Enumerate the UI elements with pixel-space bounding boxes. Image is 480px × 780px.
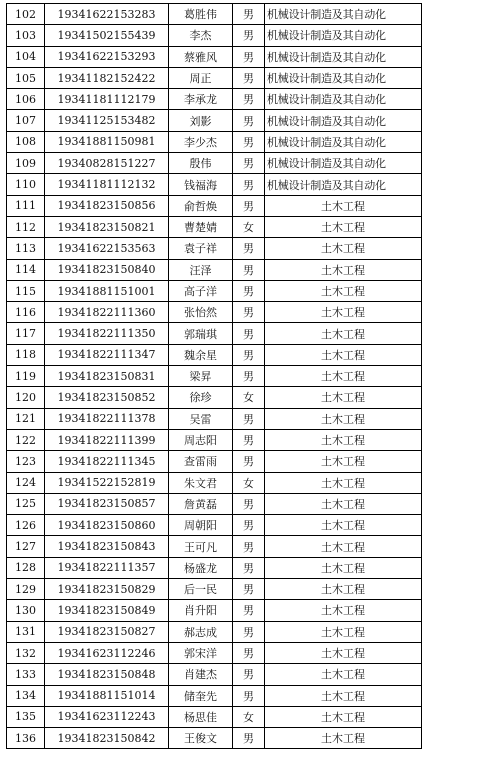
student-gender: 男 [233, 685, 265, 706]
student-major: 土木工程 [265, 493, 422, 514]
student-gender: 男 [233, 344, 265, 365]
student-name: 詹黄磊 [169, 493, 233, 514]
row-number: 105 [7, 67, 45, 88]
student-id: 19341822111347 [45, 344, 169, 365]
student-name: 杨盛龙 [169, 557, 233, 578]
student-major: 土木工程 [265, 216, 422, 237]
student-major: 土木工程 [265, 366, 422, 387]
table-row [7, 429, 422, 450]
student-gender: 男 [233, 25, 265, 46]
student-gender: 男 [233, 195, 265, 216]
student-id: 19341881150981 [45, 131, 169, 152]
student-id: 19341823150852 [45, 387, 169, 408]
table-row [7, 706, 422, 727]
student-id: 19341823150829 [45, 579, 169, 600]
row-number: 118 [7, 344, 45, 365]
table-row [7, 323, 422, 344]
student-gender: 男 [233, 366, 265, 387]
row-number: 113 [7, 238, 45, 259]
table-row [7, 4, 422, 25]
student-roster-table [6, 3, 422, 749]
student-id: 19341502155439 [45, 25, 169, 46]
table-row [7, 46, 422, 67]
student-major: 土木工程 [265, 429, 422, 450]
row-number: 116 [7, 302, 45, 323]
row-number: 136 [7, 728, 45, 749]
student-name: 殷伟 [169, 153, 233, 174]
student-gender: 男 [233, 67, 265, 88]
student-major: 土木工程 [265, 579, 422, 600]
student-id: 19341623112246 [45, 642, 169, 663]
student-id: 19341181112179 [45, 89, 169, 110]
student-id: 19341125153482 [45, 110, 169, 131]
student-gender: 男 [233, 536, 265, 557]
row-number: 131 [7, 621, 45, 642]
student-name: 蔡雅风 [169, 46, 233, 67]
student-name: 肖建杰 [169, 664, 233, 685]
table-row [7, 387, 422, 408]
student-major: 土木工程 [265, 344, 422, 365]
student-gender: 男 [233, 238, 265, 259]
student-name: 周正 [169, 67, 233, 88]
student-gender: 男 [233, 110, 265, 131]
student-name: 徐珍 [169, 387, 233, 408]
student-gender: 男 [233, 515, 265, 536]
row-number: 107 [7, 110, 45, 131]
roster-body [7, 4, 422, 749]
row-number: 112 [7, 216, 45, 237]
row-number: 135 [7, 706, 45, 727]
student-major: 土木工程 [265, 195, 422, 216]
student-id: 19341622153283 [45, 4, 169, 25]
student-name: 钱福海 [169, 174, 233, 195]
student-id: 19341822111360 [45, 302, 169, 323]
student-major: 土木工程 [265, 302, 422, 323]
table-row [7, 728, 422, 749]
row-number: 120 [7, 387, 45, 408]
student-name: 李少杰 [169, 131, 233, 152]
student-id: 19341823150821 [45, 216, 169, 237]
row-number: 103 [7, 25, 45, 46]
student-major: 土木工程 [265, 472, 422, 493]
student-major: 土木工程 [265, 557, 422, 578]
student-major: 土木工程 [265, 685, 422, 706]
student-id: 19341622153563 [45, 238, 169, 259]
student-gender: 男 [233, 89, 265, 110]
table-row [7, 238, 422, 259]
table-row [7, 600, 422, 621]
table-row [7, 664, 422, 685]
student-gender: 男 [233, 600, 265, 621]
student-id: 19341823150849 [45, 600, 169, 621]
student-id: 19340828151227 [45, 153, 169, 174]
table-row [7, 642, 422, 663]
table-row [7, 366, 422, 387]
student-name: 李承龙 [169, 89, 233, 110]
student-major: 土木工程 [265, 280, 422, 301]
student-id: 19341823150860 [45, 515, 169, 536]
student-major: 机械设计制造及其自动化 [265, 25, 422, 46]
row-number: 127 [7, 536, 45, 557]
student-gender: 男 [233, 46, 265, 67]
student-name: 汪泽 [169, 259, 233, 280]
student-name: 储奎先 [169, 685, 233, 706]
student-name: 魏余星 [169, 344, 233, 365]
student-name: 李杰 [169, 25, 233, 46]
student-id: 19341623112243 [45, 706, 169, 727]
table-row [7, 536, 422, 557]
row-number: 123 [7, 451, 45, 472]
student-name: 郭宋洋 [169, 642, 233, 663]
student-gender: 男 [233, 493, 265, 514]
row-number: 117 [7, 323, 45, 344]
student-name: 高子洋 [169, 280, 233, 301]
table-row [7, 195, 422, 216]
table-row [7, 174, 422, 195]
student-gender: 男 [233, 259, 265, 280]
student-major: 土木工程 [265, 451, 422, 472]
student-id: 19341822111345 [45, 451, 169, 472]
student-gender: 男 [233, 323, 265, 344]
student-major: 土木工程 [265, 600, 422, 621]
student-gender: 女 [233, 706, 265, 727]
student-gender: 男 [233, 664, 265, 685]
row-number: 132 [7, 642, 45, 663]
student-id: 19341181112132 [45, 174, 169, 195]
student-name: 郝志成 [169, 621, 233, 642]
table-row [7, 685, 422, 706]
student-name: 朱文君 [169, 472, 233, 493]
student-major: 土木工程 [265, 536, 422, 557]
student-major: 土木工程 [265, 664, 422, 685]
student-major: 土木工程 [265, 387, 422, 408]
table-row [7, 621, 422, 642]
student-major: 机械设计制造及其自动化 [265, 131, 422, 152]
row-number: 124 [7, 472, 45, 493]
row-number: 104 [7, 46, 45, 67]
student-gender: 男 [233, 174, 265, 195]
table-row [7, 153, 422, 174]
row-number: 114 [7, 259, 45, 280]
student-major: 机械设计制造及其自动化 [265, 67, 422, 88]
student-id: 19341881151014 [45, 685, 169, 706]
table-row [7, 110, 422, 131]
table-row [7, 408, 422, 429]
student-name: 吴雷 [169, 408, 233, 429]
table-row [7, 493, 422, 514]
table-row [7, 515, 422, 536]
student-gender: 男 [233, 451, 265, 472]
student-name: 杨思佳 [169, 706, 233, 727]
table-row [7, 131, 422, 152]
student-gender: 男 [233, 728, 265, 749]
student-major: 机械设计制造及其自动化 [265, 46, 422, 67]
row-number: 134 [7, 685, 45, 706]
table-row [7, 472, 422, 493]
row-number: 121 [7, 408, 45, 429]
student-major: 土木工程 [265, 515, 422, 536]
table-row [7, 302, 422, 323]
student-name: 梁昇 [169, 366, 233, 387]
row-number: 130 [7, 600, 45, 621]
student-id: 19341622153293 [45, 46, 169, 67]
student-major: 机械设计制造及其自动化 [265, 174, 422, 195]
student-id: 19341823150831 [45, 366, 169, 387]
student-id: 19341822111399 [45, 429, 169, 450]
table-row [7, 557, 422, 578]
student-gender: 男 [233, 579, 265, 600]
student-id: 19341182152422 [45, 67, 169, 88]
student-gender: 女 [233, 387, 265, 408]
student-id: 19341822111357 [45, 557, 169, 578]
student-name: 俞哲焕 [169, 195, 233, 216]
row-number: 126 [7, 515, 45, 536]
student-id: 19341881151001 [45, 280, 169, 301]
student-name: 后一民 [169, 579, 233, 600]
table-row [7, 67, 422, 88]
student-major: 土木工程 [265, 259, 422, 280]
student-name: 郭瑞琪 [169, 323, 233, 344]
student-id: 19341522152819 [45, 472, 169, 493]
student-id: 19341823150857 [45, 493, 169, 514]
student-id: 19341823150842 [45, 728, 169, 749]
student-name: 周志阳 [169, 429, 233, 450]
student-id: 19341823150848 [45, 664, 169, 685]
table-row [7, 216, 422, 237]
student-gender: 男 [233, 4, 265, 25]
table-row [7, 579, 422, 600]
student-gender: 男 [233, 557, 265, 578]
student-name: 王俊文 [169, 728, 233, 749]
student-gender: 男 [233, 408, 265, 429]
table-row [7, 25, 422, 46]
student-id: 19341823150827 [45, 621, 169, 642]
student-gender: 男 [233, 302, 265, 323]
student-id: 19341822111378 [45, 408, 169, 429]
student-name: 周朝阳 [169, 515, 233, 536]
student-gender: 女 [233, 216, 265, 237]
student-major: 土木工程 [265, 728, 422, 749]
student-gender: 男 [233, 642, 265, 663]
row-number: 102 [7, 4, 45, 25]
row-number: 111 [7, 195, 45, 216]
student-name: 葛胜伟 [169, 4, 233, 25]
student-major: 机械设计制造及其自动化 [265, 4, 422, 25]
student-name: 袁子祥 [169, 238, 233, 259]
student-name: 王可凡 [169, 536, 233, 557]
student-major: 土木工程 [265, 408, 422, 429]
row-number: 110 [7, 174, 45, 195]
table-row [7, 344, 422, 365]
student-id: 19341823150843 [45, 536, 169, 557]
student-major: 土木工程 [265, 323, 422, 344]
student-major: 土木工程 [265, 706, 422, 727]
table-row [7, 89, 422, 110]
row-number: 128 [7, 557, 45, 578]
row-number: 106 [7, 89, 45, 110]
row-number: 109 [7, 153, 45, 174]
student-major: 土木工程 [265, 642, 422, 663]
student-gender: 男 [233, 280, 265, 301]
student-major: 机械设计制造及其自动化 [265, 89, 422, 110]
row-number: 125 [7, 493, 45, 514]
student-major: 土木工程 [265, 621, 422, 642]
row-number: 119 [7, 366, 45, 387]
row-number: 122 [7, 429, 45, 450]
student-gender: 男 [233, 153, 265, 174]
student-major: 机械设计制造及其自动化 [265, 110, 422, 131]
student-name: 查雷雨 [169, 451, 233, 472]
row-number: 115 [7, 280, 45, 301]
row-number: 108 [7, 131, 45, 152]
student-name: 肖升阳 [169, 600, 233, 621]
student-name: 曹楚婧 [169, 216, 233, 237]
student-major: 机械设计制造及其自动化 [265, 153, 422, 174]
student-gender: 女 [233, 472, 265, 493]
table-row [7, 280, 422, 301]
student-id: 19341823150856 [45, 195, 169, 216]
student-id: 19341822111350 [45, 323, 169, 344]
table-row [7, 259, 422, 280]
student-gender: 男 [233, 131, 265, 152]
student-major: 土木工程 [265, 238, 422, 259]
student-name: 刘影 [169, 110, 233, 131]
student-gender: 男 [233, 429, 265, 450]
row-number: 133 [7, 664, 45, 685]
table-row [7, 451, 422, 472]
student-name: 张怡然 [169, 302, 233, 323]
student-id: 19341823150840 [45, 259, 169, 280]
row-number: 129 [7, 579, 45, 600]
student-gender: 男 [233, 621, 265, 642]
